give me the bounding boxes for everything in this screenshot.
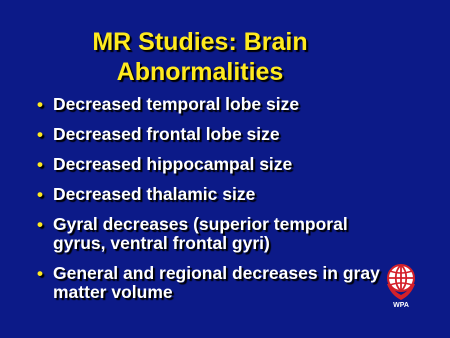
bullet-item [37,125,397,144]
bullet-text: Decreased frontal lobe size [53,124,280,144]
bullet-list [37,95,397,313]
bullet-item [37,264,397,302]
bullet-item [37,215,397,253]
logo-label: WPA [393,302,409,309]
bullet-marker: • [37,155,43,174]
bullet-item [37,155,397,174]
bullet-text: Gyral decreases (superior temporal gyrus, ventral frontal gyri) [53,214,348,253]
bullet-marker: • [37,185,43,204]
bullet-text: General and regional decreases in gray matter volume [53,263,380,302]
bullet-item [37,95,397,114]
bullet-marker: • [37,125,43,144]
bullet-marker: • [37,95,43,114]
bullet-text: Decreased thalamic size [53,184,256,204]
bullet-marker: • [37,264,43,283]
bullet-text: Decreased hippocampal size [53,154,293,174]
bullet-text: Decreased temporal lobe size [53,94,300,114]
bullet-item [37,185,397,204]
slide-title: MR Studies: Brain Abnormalities [92,28,308,86]
globe-hands-icon [383,262,419,302]
bullet-marker: • [37,215,43,234]
wpa-logo [383,262,419,314]
